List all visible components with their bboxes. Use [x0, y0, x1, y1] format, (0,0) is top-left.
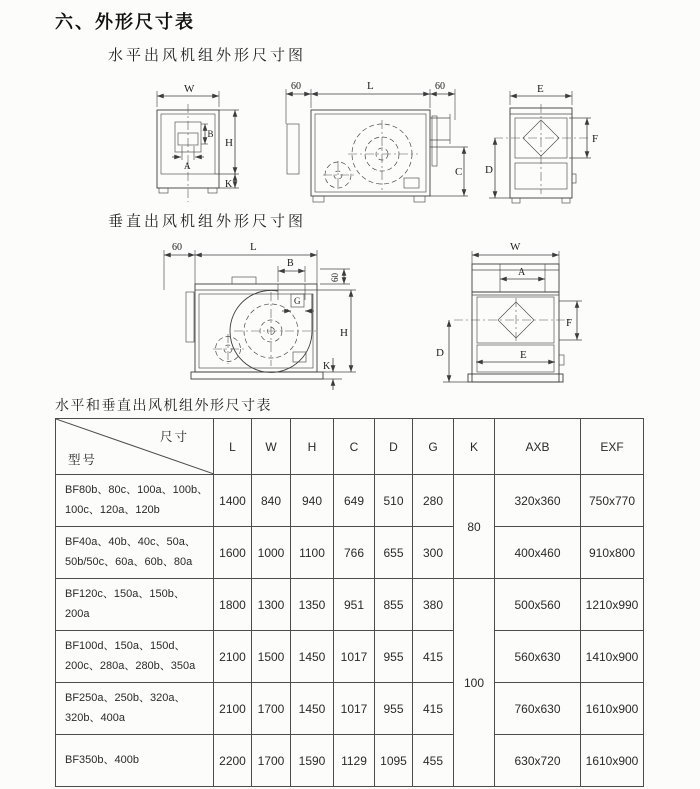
cell-h: 1350 — [291, 579, 334, 631]
cell-l: 2100 — [214, 683, 252, 735]
cell-l: 1600 — [214, 527, 252, 579]
cell-l: 2200 — [214, 735, 252, 787]
end-view-dimensions — [485, 83, 598, 198]
page-title: 六、外形尺寸表 — [55, 12, 195, 32]
v-end-outline — [454, 264, 572, 382]
cell-g: 300 — [413, 527, 454, 579]
cell-w: 1300 — [252, 579, 291, 631]
cell-exf: 750x770 — [581, 475, 644, 527]
dim-label-f: F — [592, 133, 599, 145]
table-row — [56, 683, 644, 735]
col-header-axb: AXB — [495, 419, 581, 475]
vertical-section-label: 垂直出风机组外形尺寸图 — [108, 214, 307, 230]
cell-c: 649 — [334, 475, 375, 527]
dim-label-60-right: 60 — [435, 81, 445, 92]
col-header-exf: EXF — [581, 419, 644, 475]
cell-exf: 1610x900 — [581, 683, 644, 735]
cell-c: 951 — [334, 579, 375, 631]
horizontal-front-view-drawing — [138, 80, 258, 208]
dim-label-f: F — [566, 317, 573, 329]
dim-label-d: D — [436, 347, 444, 359]
col-header-k: K — [454, 419, 495, 475]
cell-h: 1450 — [291, 683, 334, 735]
col-header-w: W — [252, 419, 291, 475]
cell-w: 1500 — [252, 631, 291, 683]
cell-h: 1590 — [291, 735, 334, 787]
cell-w: 1700 — [252, 683, 291, 735]
cell-exf: 1410x900 — [581, 631, 644, 683]
table-row — [56, 475, 644, 527]
cell-model: BF80b、80c、100a、100b、100c、120a、120b — [56, 475, 214, 527]
table-row — [56, 527, 644, 579]
table-row — [56, 579, 644, 631]
vertical-end-view-drawing — [430, 238, 605, 390]
dim-label-60-left: 60 — [172, 242, 182, 253]
v-side-dimensions — [164, 241, 356, 390]
cell-c: 1017 — [334, 683, 375, 735]
col-header-g: G — [413, 419, 454, 475]
dim-label-60-top: 60 — [330, 273, 340, 282]
table-header-row — [56, 419, 644, 475]
col-header-l: L — [214, 419, 252, 475]
cell-model: BF350b、400b — [56, 735, 214, 787]
horizontal-side-view-drawing — [278, 78, 473, 208]
cell-model: BF40a、40b、40c、50a、50b/50c、60a、60b、80a — [56, 527, 214, 579]
cell-l: 2100 — [214, 631, 252, 683]
cell-d: 1095 — [375, 735, 413, 787]
cell-w: 1700 — [252, 735, 291, 787]
corner-label-model: 型号 — [68, 453, 98, 467]
cell-g: 415 — [413, 683, 454, 735]
cell-h: 1450 — [291, 631, 334, 683]
dim-label-b: B — [287, 258, 294, 269]
cell-l: 1800 — [214, 579, 252, 631]
v-side-outline — [186, 277, 323, 379]
cell-d: 955 — [375, 631, 413, 683]
cell-axb: 320x360 — [495, 475, 581, 527]
dim-label-60-left: 60 — [291, 81, 301, 92]
cell-l: 1400 — [214, 475, 252, 527]
cell-axb: 500x560 — [495, 579, 581, 631]
dim-label-e: E — [520, 349, 527, 361]
col-header-h: H — [291, 419, 334, 475]
cell-model: BF250a、250b、320a、320b、400a — [56, 683, 214, 735]
cell-model: BF100d、150a、150d、200c、280a、280b、350a — [56, 631, 214, 683]
cell-axb: 630x720 — [495, 735, 581, 787]
cell-d: 855 — [375, 579, 413, 631]
cell-g: 280 — [413, 475, 454, 527]
cell-g: 415 — [413, 631, 454, 683]
dim-label-h: H — [340, 327, 348, 339]
dim-label-w: W — [510, 241, 521, 253]
corner-label-size: 尺寸 — [159, 430, 189, 444]
cell-w: 840 — [252, 475, 291, 527]
dim-label-k: K — [323, 361, 331, 372]
dim-label-g: G — [294, 296, 301, 306]
dim-label-c: C — [455, 166, 463, 178]
cell-k-merged: 100 — [454, 579, 495, 787]
cell-g: 380 — [413, 579, 454, 631]
dim-label-e: E — [537, 83, 544, 95]
cell-h: 1100 — [291, 527, 334, 579]
horizontal-end-view-drawing — [484, 78, 606, 210]
table-caption: 水平和垂直出风机组外形尺寸表 — [55, 399, 272, 414]
dim-label-l: L — [367, 80, 374, 92]
cell-k-merged: 80 — [454, 475, 495, 579]
cell-d: 955 — [375, 683, 413, 735]
vertical-side-view-drawing — [88, 238, 378, 396]
cell-exf: 1210x990 — [581, 579, 644, 631]
cell-g: 455 — [413, 735, 454, 787]
cell-exf: 910x800 — [581, 527, 644, 579]
col-header-d: D — [375, 419, 413, 475]
end-view-outline — [494, 104, 590, 203]
dim-label-d: D — [485, 164, 493, 176]
corner-header-cell — [56, 419, 214, 475]
dim-label-w: W — [184, 83, 195, 95]
cell-d: 510 — [375, 475, 413, 527]
dim-label-b: B — [207, 129, 214, 139]
cell-model: BF120c、150a、150b、200a — [56, 579, 214, 631]
v-end-dimensions — [436, 241, 582, 382]
table-row — [56, 631, 644, 683]
cell-h: 940 — [291, 475, 334, 527]
table-row — [56, 735, 644, 787]
dim-label-a: A — [518, 267, 526, 278]
cell-d: 655 — [375, 527, 413, 579]
cell-exf: 1610x900 — [581, 735, 644, 787]
dim-label-k: K — [225, 179, 233, 190]
dim-label-a: A — [184, 161, 191, 171]
cell-w: 1000 — [252, 527, 291, 579]
cell-c: 1017 — [334, 631, 375, 683]
cell-axb: 400x460 — [495, 527, 581, 579]
cell-c: 1129 — [334, 735, 375, 787]
side-view-outline — [287, 110, 450, 202]
dimension-table — [55, 418, 644, 787]
horizontal-section-label: 水平出风机组外形尺寸图 — [108, 48, 307, 64]
cell-axb: 560x630 — [495, 631, 581, 683]
dim-label-l: L — [250, 241, 257, 253]
front-view-outline — [157, 104, 219, 202]
cell-axb: 760x630 — [495, 683, 581, 735]
cell-c: 766 — [334, 527, 375, 579]
dim-label-h: H — [225, 137, 233, 149]
col-header-c: C — [334, 419, 375, 475]
